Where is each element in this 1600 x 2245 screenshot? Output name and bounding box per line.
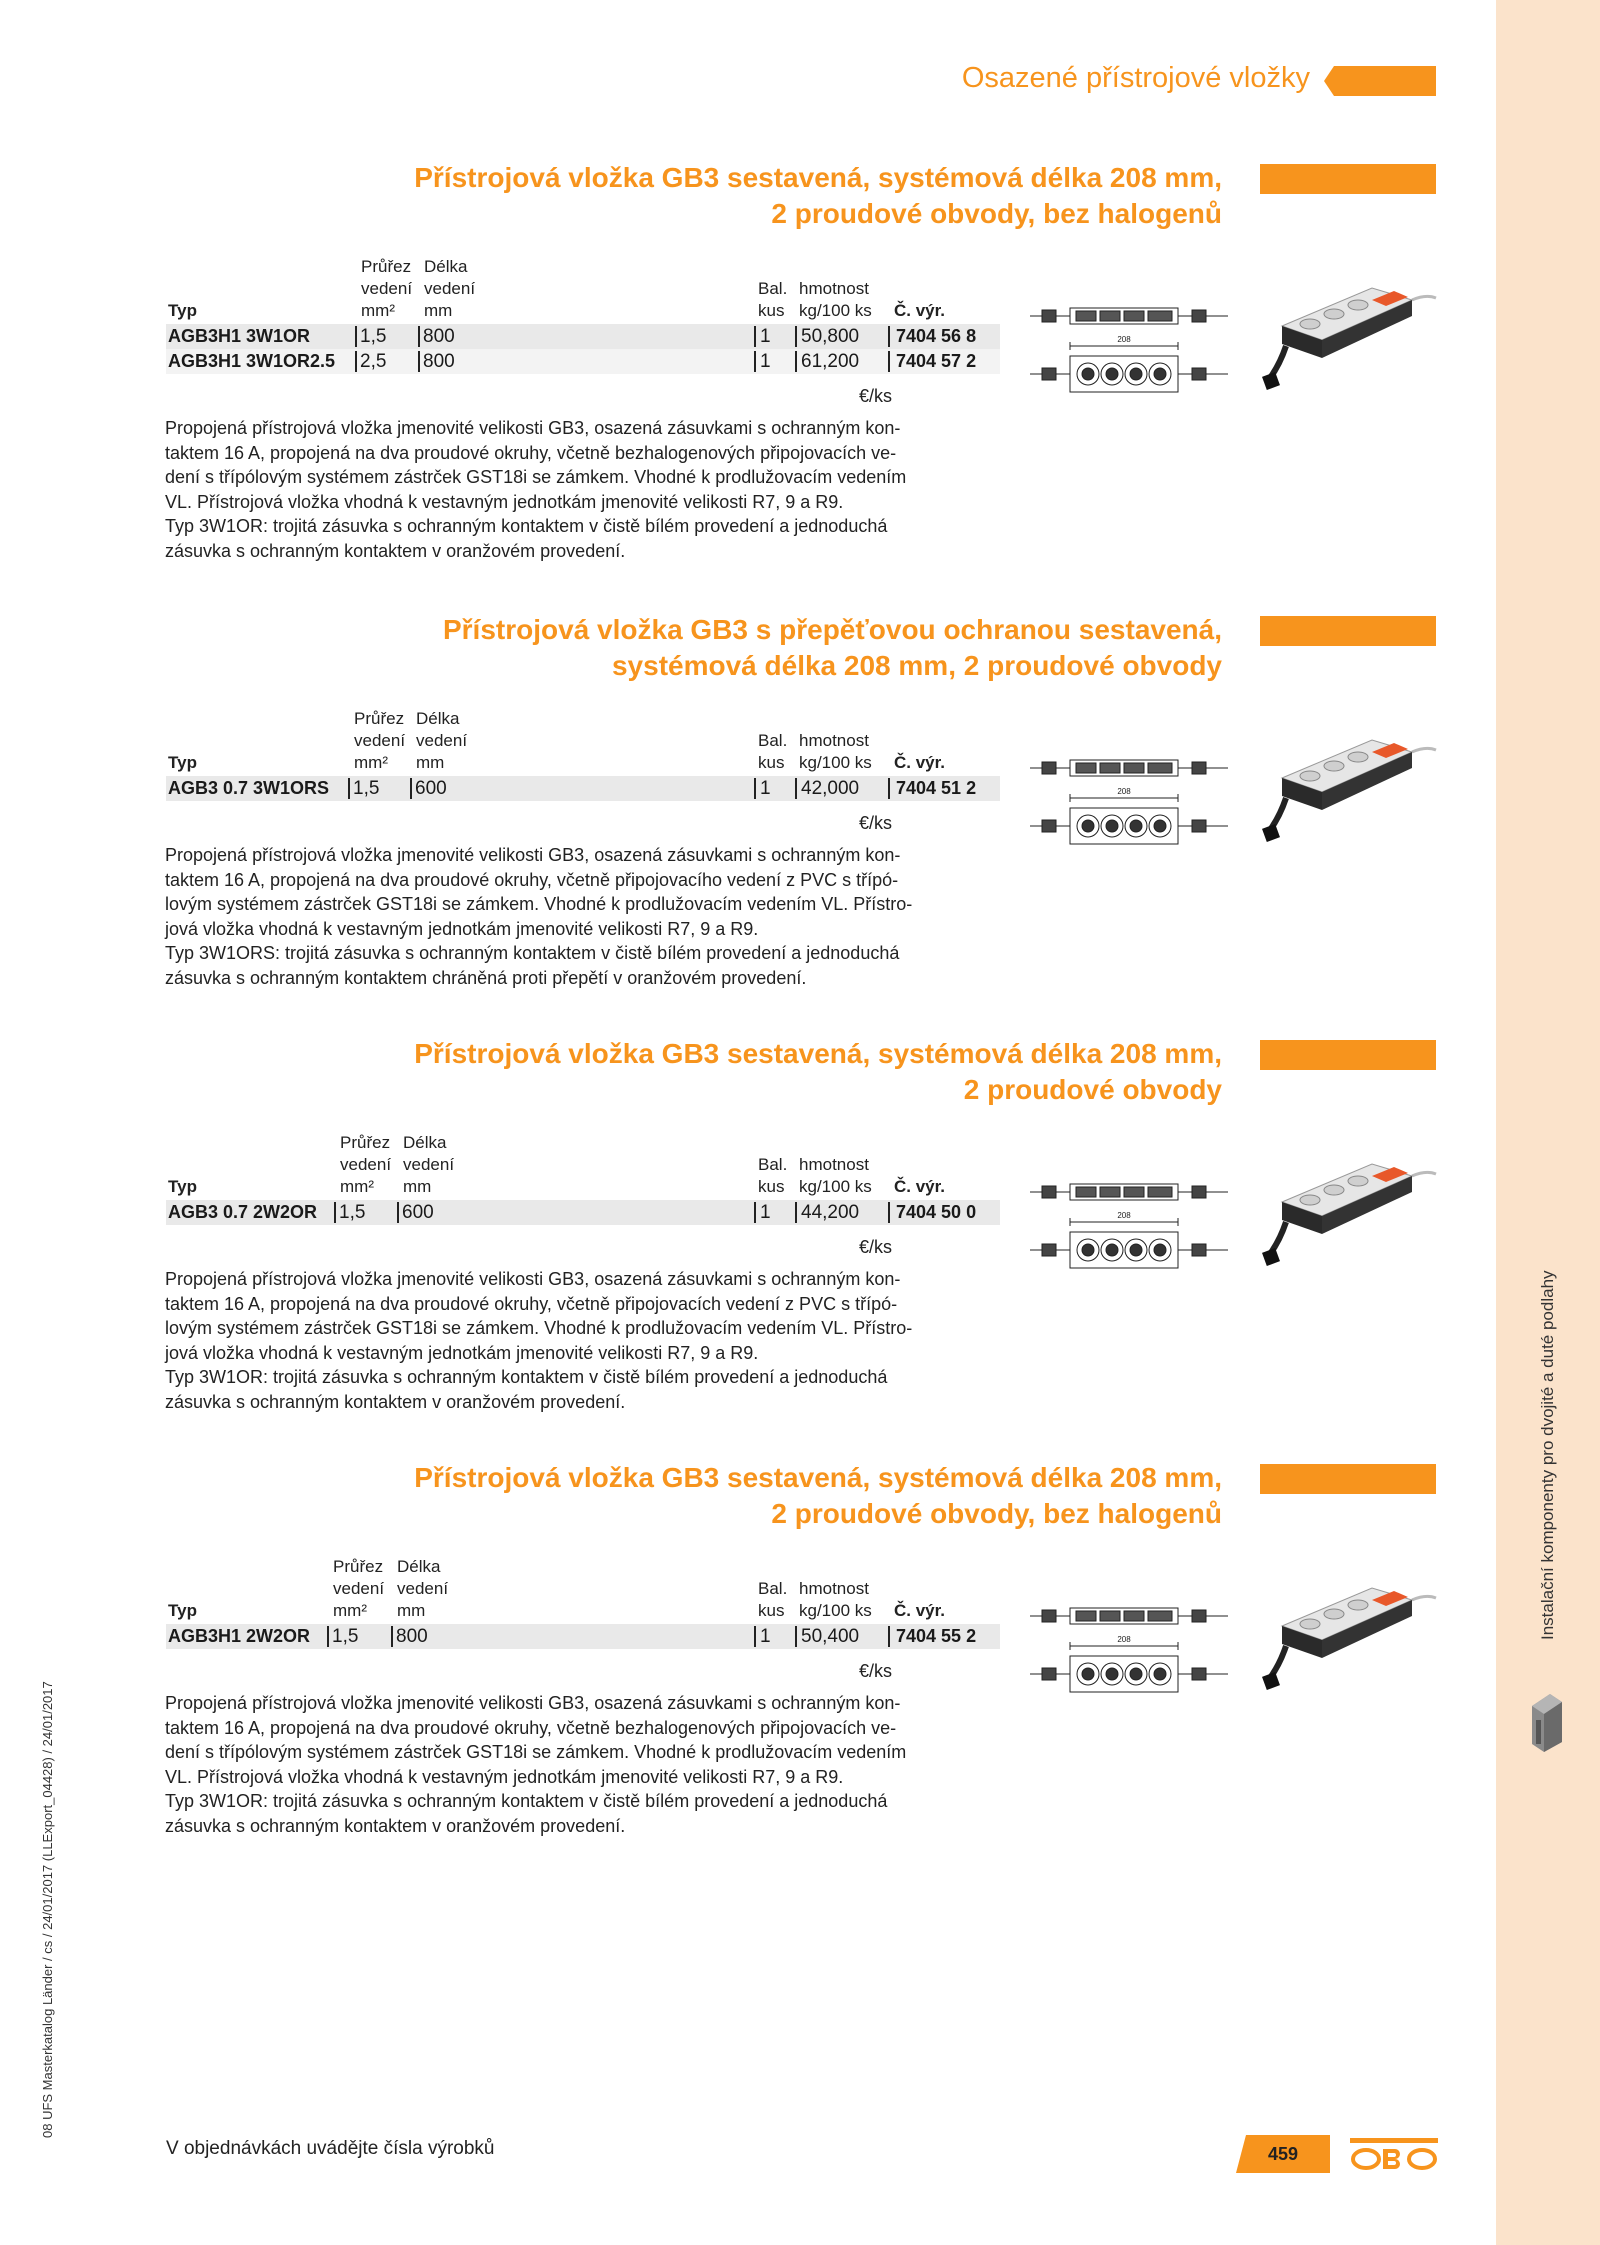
column-header: Bal. — [758, 279, 788, 298]
column-header: vedení — [340, 1155, 392, 1174]
column-divider — [418, 351, 420, 372]
description-line: jová vložka vhodná k vestavným jednotkám jmenovité velikosti R7, 9 a R9. — [165, 1342, 759, 1363]
column-header: Délka — [424, 257, 468, 276]
product-description — [165, 843, 1010, 990]
column-header: kus — [758, 753, 785, 772]
drawing-dimension: 208 — [1117, 1635, 1131, 1644]
product-section — [0, 1036, 1496, 1436]
description-line: lovým systémem zástrček GST18i se zámkem. Vhodné k prodlužovacím vedením VL. Přístro- — [165, 894, 913, 914]
section-title-line: 2 proudové obvody, bez halogenů — [771, 1498, 1222, 1529]
technical-drawing — [1030, 1160, 1228, 1290]
cell-prurez: 1,5 — [353, 778, 380, 799]
section-accent-bar — [1260, 1040, 1436, 1070]
side-category-text: Instalační komponenty pro dvojité a duté podlahy — [1538, 1270, 1557, 1640]
section-accent-bar — [1260, 164, 1436, 194]
side-band — [1496, 0, 1600, 2245]
page-number: 459 — [1267, 2144, 1299, 2164]
product-section — [0, 160, 1496, 560]
cell-typ: AGB3 0.7 2W2OR — [168, 1202, 318, 1222]
column-header: Typ — [168, 1601, 197, 1620]
column-divider — [754, 778, 756, 799]
column-header: vedení — [424, 279, 476, 298]
column-divider — [795, 351, 797, 372]
description-line: Typ 3W1OR: trojitá zásuvka s ochranným kontaktem v čistě bílém provedení a jednoduchá — [165, 1791, 888, 1811]
section-title-line: 2 proudové obvody, bez halogenů — [771, 198, 1222, 229]
table-row — [166, 324, 1000, 349]
header-arrow-mark — [1324, 66, 1436, 96]
cell-cvyr: 7404 56 8 — [896, 326, 977, 346]
column-divider — [327, 1626, 329, 1647]
price-unit: €/ks — [858, 386, 892, 406]
column-divider — [888, 326, 890, 347]
column-divider — [355, 326, 357, 347]
column-header: Bal. — [758, 731, 788, 750]
cell-bal: 1 — [760, 778, 771, 799]
cell-prurez: 1,5 — [360, 326, 387, 347]
column-header: Délka — [403, 1133, 447, 1152]
cell-delka: 800 — [423, 351, 455, 372]
cell-prurez: 1,5 — [339, 1202, 366, 1223]
description-line: zásuvka s ochranným kontaktem v oranžovém provedení. — [165, 540, 626, 561]
column-divider — [795, 778, 797, 799]
column-header: vedení — [403, 1155, 455, 1174]
cell-typ: AGB3H1 3W1OR — [168, 326, 311, 346]
cell-hmotnost: 44,200 — [801, 1202, 860, 1223]
section-title-line: Přístrojová vložka GB3 sestavená, systémová délka 208 mm, — [414, 162, 1222, 193]
drawing-dimension: 208 — [1117, 787, 1131, 796]
cell-delka: 600 — [415, 778, 447, 799]
column-header: kus — [758, 1177, 785, 1196]
column-header: Průřez — [354, 709, 405, 728]
description-line: Typ 3W1OR: trojitá zásuvka s ochranným kontaktem v čistě bílém provedení a jednoduchá — [165, 1367, 888, 1387]
column-divider — [888, 1202, 890, 1223]
cell-bal: 1 — [760, 326, 771, 347]
column-header: mm² — [333, 1601, 367, 1620]
column-header: kus — [758, 301, 785, 320]
cell-delka: 800 — [423, 326, 455, 347]
description-line: VL. Přístrojová vložka vhodná k vestavným jednotkám jmenovité velikosti R7, 9 a R9. — [165, 1766, 844, 1787]
product-section — [0, 612, 1496, 1012]
section-title — [443, 612, 1222, 684]
footer-note: V objednávkách uvádějte čísla výrobků — [166, 2138, 495, 2159]
description-line: Typ 3W1ORS: trojitá zásuvka s ochranným kontaktem v čistě bílém provedení a jednoduchá — [165, 943, 900, 963]
product-photo — [1262, 1570, 1438, 1698]
column-header: kg/100 ks — [799, 1177, 872, 1196]
description-line: taktem 16 A, propojená na dva proudové okruhy, včetně bezhalogenových připojovacích ve- — [165, 1717, 897, 1738]
description-line: zásuvka s ochranným kontaktem v oranžovém provedení. — [165, 1391, 626, 1412]
description-line: taktem 16 A, propojená na dva proudové okruhy, včetně připojovacího vedení z PVC s třípó- — [165, 869, 899, 890]
column-header: mm² — [361, 301, 395, 320]
column-divider — [795, 1202, 797, 1223]
section-title — [414, 160, 1222, 232]
column-divider — [355, 351, 357, 372]
column-header: hmotnost — [799, 731, 869, 750]
product-description — [165, 1267, 1010, 1414]
section-title-line: 2 proudové obvody — [963, 1074, 1222, 1105]
column-divider — [888, 1626, 890, 1647]
column-divider — [391, 1626, 393, 1647]
column-header: hmotnost — [799, 1579, 869, 1598]
column-header: Bal. — [758, 1155, 788, 1174]
column-header: kus — [758, 1601, 785, 1620]
drawing-dimension: 208 — [1117, 335, 1131, 344]
cell-hmotnost: 50,400 — [801, 1626, 860, 1647]
product-photo — [1262, 270, 1438, 398]
cell-cvyr: 7404 51 2 — [896, 778, 977, 798]
column-header: Typ — [168, 753, 197, 772]
column-divider — [888, 351, 890, 372]
column-divider — [795, 1626, 797, 1647]
cell-prurez: 1,5 — [332, 1626, 359, 1647]
description-line: Propojená přístrojová vložka jmenovité velikosti GB3, osazená zásuvkami s ochranným kon- — [165, 1269, 901, 1289]
column-header: mm² — [340, 1177, 374, 1196]
column-header: mm — [397, 1601, 426, 1620]
cell-typ: AGB3 0.7 3W1ORS — [168, 778, 330, 798]
description-line: VL. Přístrojová vložka vhodná k vestavným jednotkám jmenovité velikosti R7, 9 a R9. — [165, 491, 844, 512]
product-photo — [1262, 722, 1438, 850]
section-title — [414, 1460, 1222, 1532]
table-row — [166, 1624, 1000, 1649]
column-header: mm — [403, 1177, 432, 1196]
cell-bal: 1 — [760, 1202, 771, 1223]
price-unit: €/ks — [858, 1661, 892, 1681]
obo-logo — [1350, 2138, 1438, 2174]
technical-drawing — [1030, 1584, 1228, 1714]
column-header: Č. výr. — [894, 301, 946, 320]
cell-delka: 600 — [402, 1202, 434, 1223]
column-header: Průřez — [361, 257, 412, 276]
column-divider — [888, 778, 890, 799]
description-line: Propojená přístrojová vložka jmenovité velikosti GB3, osazená zásuvkami s ochranným kon- — [165, 1693, 901, 1713]
description-line: Propojená přístrojová vložka jmenovité velikosti GB3, osazená zásuvkami s ochranným kon- — [165, 418, 901, 438]
column-divider — [795, 326, 797, 347]
page-title: Osazené přístrojové vložky — [961, 62, 1310, 94]
drawing-dimension: 208 — [1117, 1211, 1131, 1220]
column-header: Délka — [416, 709, 460, 728]
column-divider — [418, 326, 420, 347]
product-photo — [1262, 1146, 1438, 1274]
column-header: kg/100 ks — [799, 1601, 872, 1620]
cell-bal: 1 — [760, 1626, 771, 1647]
technical-drawing — [1030, 284, 1228, 414]
price-unit: €/ks — [858, 813, 892, 833]
technical-drawing — [1030, 736, 1228, 866]
cell-cvyr: 7404 50 0 — [896, 1202, 977, 1222]
table-row — [166, 349, 1000, 374]
column-header: Bal. — [758, 1579, 788, 1598]
column-divider — [754, 351, 756, 372]
description-line: zásuvka s ochranným kontaktem chráněná proti přepětí v oranžovém provedení. — [165, 967, 807, 988]
column-header: Průřez — [333, 1557, 384, 1576]
description-line: lovým systémem zástrček GST18i se zámkem. Vhodné k prodlužovacím vedením VL. Přístro- — [165, 1318, 913, 1338]
catalog-meta: 08 UFS Masterkatalog Länder / cs / 24/01/2017 (LLExport_04428) / 24/01/2017 — [40, 1681, 55, 2138]
column-header: mm — [416, 753, 445, 772]
description-line: dení s třípólovým systémem zástrček GST18i se zámkem. Vhodné k prodlužovacím vedením — [165, 467, 907, 487]
cell-cvyr: 7404 57 2 — [896, 351, 977, 371]
section-title-line: systémová délka 208 mm, 2 proudové obvody — [611, 650, 1222, 681]
cell-bal: 1 — [760, 351, 771, 372]
section-title-line: Přístrojová vložka GB3 sestavená, systémová délka 208 mm, — [414, 1462, 1222, 1493]
description-line: taktem 16 A, propojená na dva proudové okruhy, včetně bezhalogenových připojovacích ve- — [165, 442, 897, 463]
column-divider — [410, 778, 412, 799]
description-line: jová vložka vhodná k vestavným jednotkám jmenovité velikosti R7, 9 a R9. — [165, 918, 759, 939]
section-title-line: Přístrojová vložka GB3 sestavená, systémová délka 208 mm, — [414, 1038, 1222, 1069]
column-divider — [334, 1202, 336, 1223]
column-header: mm — [424, 301, 453, 320]
cell-cvyr: 7404 55 2 — [896, 1626, 977, 1646]
column-header: vedení — [416, 731, 468, 750]
column-divider — [754, 1202, 756, 1223]
description-line: Propojená přístrojová vložka jmenovité velikosti GB3, osazená zásuvkami s ochranným kon- — [165, 845, 901, 865]
cell-hmotnost: 61,200 — [801, 351, 860, 372]
product-section — [0, 1460, 1496, 1860]
column-header: hmotnost — [799, 1155, 869, 1174]
section-accent-bar — [1260, 616, 1436, 646]
column-header: Délka — [397, 1557, 441, 1576]
description-line: dení s třípólovým systémem zástrček GST18i se zámkem. Vhodné k prodlužovacím vedením — [165, 1742, 907, 1762]
floor-box-icon — [1528, 1690, 1564, 1756]
section-title — [414, 1036, 1222, 1108]
section-accent-bar — [1260, 1464, 1436, 1494]
cell-delka: 800 — [396, 1626, 428, 1647]
column-divider — [754, 326, 756, 347]
description-line: Typ 3W1OR: trojitá zásuvka s ochranným kontaktem v čistě bílém provedení a jednoduchá — [165, 516, 888, 536]
column-header: Č. výr. — [894, 753, 946, 772]
product-description — [165, 416, 1010, 563]
column-header: kg/100 ks — [799, 753, 872, 772]
column-header: Průřez — [340, 1133, 391, 1152]
cell-hmotnost: 50,800 — [801, 326, 860, 347]
column-header: Č. výr. — [894, 1177, 946, 1196]
column-header: mm² — [354, 753, 388, 772]
column-header: kg/100 ks — [799, 301, 872, 320]
column-header: vedení — [397, 1579, 449, 1598]
description-line: taktem 16 A, propojená na dva proudové okruhy, včetně připojovacích vedení z PVC s třípó- — [165, 1293, 898, 1314]
column-header: hmotnost — [799, 279, 869, 298]
table-row — [166, 776, 1000, 801]
table-row — [166, 1200, 1000, 1225]
column-header: Č. výr. — [894, 1601, 946, 1620]
cell-prurez: 2,5 — [360, 351, 387, 372]
cell-hmotnost: 42,000 — [801, 778, 860, 799]
column-divider — [754, 1626, 756, 1647]
column-header: Typ — [168, 1177, 197, 1196]
column-header: vedení — [354, 731, 406, 750]
column-header: Typ — [168, 301, 197, 320]
cell-typ: AGB3H1 2W2OR — [168, 1626, 311, 1646]
section-title-line: Přístrojová vložka GB3 s přepěťovou ochranou sestavená, — [442, 614, 1222, 645]
column-header: vedení — [333, 1579, 385, 1598]
column-header: vedení — [361, 279, 413, 298]
column-divider — [397, 1202, 399, 1223]
price-unit: €/ks — [858, 1237, 892, 1257]
cell-typ: AGB3H1 3W1OR2.5 — [168, 351, 336, 371]
description-line: zásuvka s ochranným kontaktem v oranžovém provedení. — [165, 1815, 626, 1836]
product-description — [165, 1691, 1010, 1838]
column-divider — [348, 778, 350, 799]
